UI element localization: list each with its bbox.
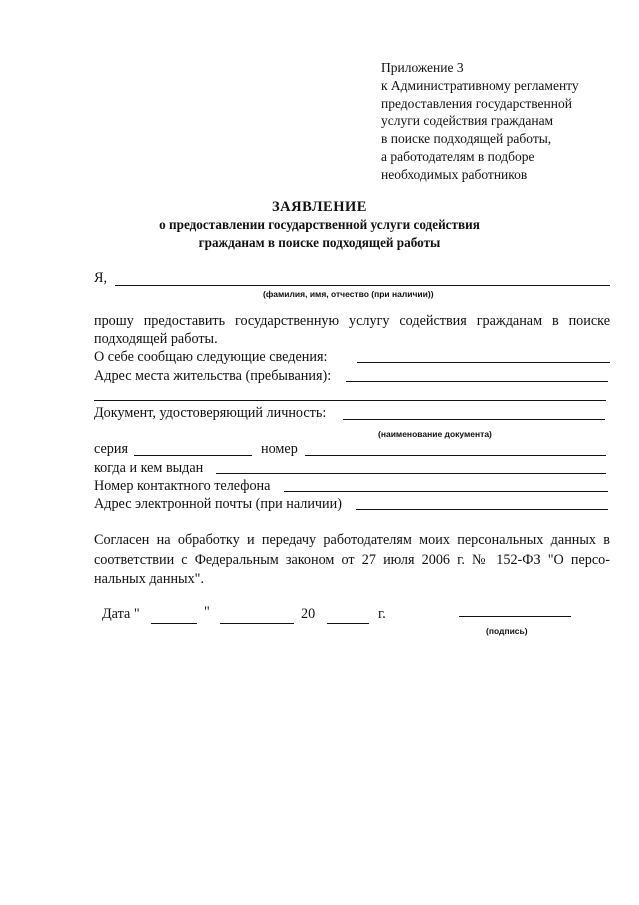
- phone-field[interactable]: [284, 491, 608, 492]
- email-label: Адрес электронной почты (при наличии): [94, 496, 342, 512]
- series-field[interactable]: [134, 455, 252, 456]
- phone-label: Номер контактного телефона: [94, 478, 271, 494]
- annex-block: [381, 59, 579, 184]
- number-label: номер: [261, 441, 298, 457]
- date-day-field[interactable]: [151, 623, 197, 624]
- about-label: О себе сообщаю следующие сведения:: [94, 349, 328, 365]
- i-label: Я,: [94, 270, 108, 286]
- document-subtitle-line-2: гражданам в поиске подходящей работы: [198, 235, 441, 250]
- address-field[interactable]: [346, 381, 608, 382]
- consent-line-1: Согласен на обработку и передачу работодателям моих персональных данных в: [94, 532, 610, 548]
- consent-line-3: нальных данных".: [94, 571, 204, 587]
- request-line-2: подходящей работы.: [94, 331, 218, 348]
- request-line-1: прошу предоставить государственную услугу содействия гражданам в поиске: [94, 313, 610, 329]
- issued-field[interactable]: [216, 473, 606, 474]
- consent-paragraph: [94, 531, 610, 590]
- series-label: серия: [94, 441, 128, 457]
- annex-line: к Административному регламенту: [381, 77, 579, 93]
- annex-line: в поиске подходящей работы,: [381, 131, 552, 147]
- fio-hint: (фамилия, имя, отчество (при наличии)): [263, 289, 434, 299]
- date-year-field[interactable]: [327, 623, 369, 624]
- annex-line: а работодателям в подборе: [381, 148, 535, 164]
- email-field[interactable]: [356, 509, 608, 510]
- document-hint: (наименование документа): [378, 429, 492, 439]
- annex-line: услуги содействия гражданам: [381, 113, 554, 129]
- annex-line: предоставления государственной: [381, 95, 572, 111]
- year-suffix: г.: [378, 606, 386, 622]
- annex-line: необходимых работников: [381, 166, 528, 182]
- date-quote: ": [204, 604, 210, 620]
- signature-hint: (подпись): [486, 626, 528, 636]
- document-field[interactable]: [343, 419, 605, 420]
- number-field[interactable]: [305, 455, 606, 456]
- issued-label: когда и кем выдан: [94, 460, 204, 476]
- request-paragraph: [94, 312, 610, 349]
- date-month-field[interactable]: [220, 623, 294, 624]
- date-label: Дата ": [102, 606, 140, 622]
- consent-line-2: соответствии с Федеральным законом от 27 июля 2006 г. № 152-ФЗ "О персо-: [94, 551, 610, 568]
- fio-field[interactable]: [115, 285, 610, 286]
- address-label: Адрес места жительства (пребывания):: [94, 368, 332, 384]
- signature-field[interactable]: [459, 616, 571, 617]
- year-prefix: 20: [301, 606, 316, 622]
- document-label: Документ, удостоверяющий личность:: [94, 405, 327, 421]
- about-field[interactable]: [357, 362, 610, 363]
- document-subtitle-line-1: о предоставлении государственной услуги содействия: [159, 217, 480, 232]
- document-title: ЗАЯВЛЕНИЕ: [272, 199, 367, 215]
- address-field-continued[interactable]: [94, 400, 606, 401]
- annex-line: Приложение 3: [381, 60, 464, 75]
